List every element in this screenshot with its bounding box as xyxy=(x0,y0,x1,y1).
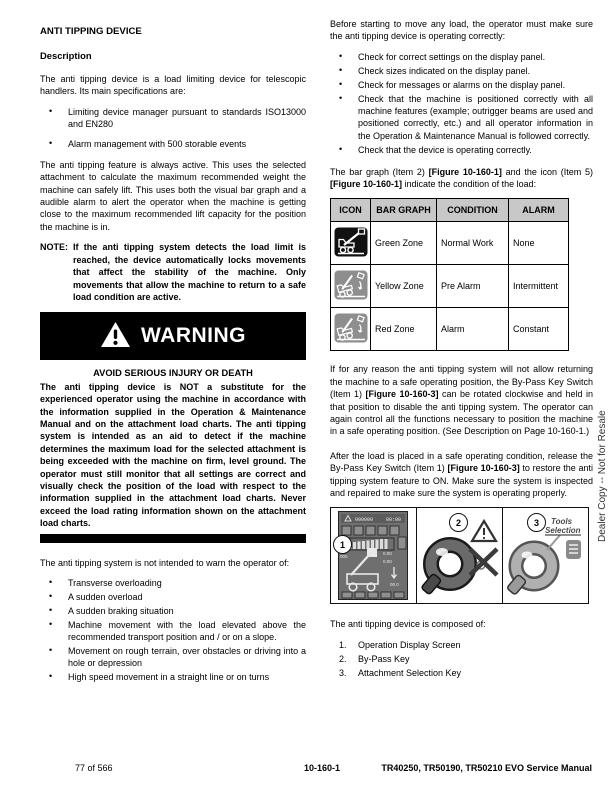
list-item: • A sudden overload xyxy=(40,591,306,603)
figure-panel-display xyxy=(330,507,417,604)
manual-title: TR40250, TR50190, TR50210 EVO Service Manual xyxy=(381,763,592,773)
warning-banner-label: WARNING xyxy=(141,324,246,348)
list-item: • Machine movement with the load elevated above the recommended transport position and / or on a slope. xyxy=(40,619,306,644)
table-header-row xyxy=(331,198,569,221)
svg-text:000000: 000000 xyxy=(355,517,374,524)
not-intended-bullet-list xyxy=(40,577,306,684)
table-cell: Constant xyxy=(509,308,569,351)
left-column xyxy=(40,18,306,685)
alarm-condition-table xyxy=(330,198,569,351)
note-block xyxy=(40,241,306,303)
warning-triangle-icon xyxy=(100,321,131,351)
list-item xyxy=(330,667,593,679)
list-item: • Check that the device is operating correctly. xyxy=(330,144,593,156)
note-text: If the anti tipping system detects the load limit is reached, the device automatically locks movements that affect the stability of the machine. Only movements that allow the machine to return to a safe load condition are active. xyxy=(73,242,306,302)
warning-box xyxy=(40,312,306,542)
list-item-label: By-Pass Key xyxy=(358,653,410,664)
table-cell: Alarm xyxy=(437,308,509,351)
section-code: 10-160-1 xyxy=(303,763,341,773)
list-item-label: Attachment Selection Key xyxy=(358,667,462,678)
bar-graph-paragraph: The bar graph (Item 2) [Figure 10-160-1] and the icon (Item 5) [Figure 10-160-1] indicate the condition of the load: xyxy=(330,167,593,190)
table-row xyxy=(331,308,569,351)
figure-10-160-3 xyxy=(330,507,589,604)
table-cell: Pre Alarm xyxy=(437,265,509,308)
intro-paragraph: The anti tipping device is a load limiting device for telescopic handlers. Its main specifications are: xyxy=(40,73,306,97)
section-heading-description: Description xyxy=(40,50,92,62)
column-header: ALARM xyxy=(509,198,569,221)
list-item: • Limiting device manager pursuant to standards ISO13000 and EN280 xyxy=(40,106,306,131)
svg-text:Selection: Selection xyxy=(545,526,581,536)
after-load-paragraph: After the load is placed in a safe operating condition, release the By-Pass Key Switch (Item 1) [Figure 10-160-3] to restore the anti tipping system feature to ON. Make sure the system is inspected and repaired to make sure the system is operating properly. xyxy=(330,450,593,498)
table-row xyxy=(331,222,569,265)
svg-text:00.0: 00.0 xyxy=(390,582,399,588)
list-item: • Alarm management with 500 storable events xyxy=(40,138,306,150)
list-item: • Check sizes indicated on the display panel. xyxy=(330,65,593,77)
list-item: • Check for messages or alarms on the display panel. xyxy=(330,79,593,91)
table-cell: Green Zone xyxy=(371,222,437,265)
warning-heading: AVOID SERIOUS INJURY OR DEATH xyxy=(93,368,253,379)
composed-numbered-list xyxy=(330,639,593,679)
warning-banner xyxy=(40,312,306,360)
list-item xyxy=(330,653,593,665)
table-cell: Yellow Zone xyxy=(371,265,437,308)
note-label: NOTE: xyxy=(40,242,68,253)
table-cell: None xyxy=(509,222,569,265)
list-item xyxy=(330,639,593,651)
list-item-label: Operation Display Screen xyxy=(358,639,461,650)
svg-text:000: 000 xyxy=(340,554,348,560)
list-item: • High speed movement in a straight line or on turns xyxy=(40,671,306,683)
page-title: ANTI TIPPING DEVICE xyxy=(40,26,142,37)
list-item: • A sudden braking situation xyxy=(40,605,306,617)
table-cell: Intermittent xyxy=(509,265,569,308)
spec-bullet-list xyxy=(40,106,306,151)
column-header: ICON xyxy=(331,198,371,221)
list-item-number: 3. xyxy=(339,667,347,678)
warning-body: The anti tipping device is NOT a substitute for the experienced operator using the machine in accordance with the information supplied in the Operation & Maintenance Manual and on the attachment load charts. The anti tipping system is intended as an aid to detect if the machine determines the maximum load for the selected attachment is being exceeded with the machine on firm, level ground. The operator must still monitor that all settings are correct and visually check the position of the load with respect to the information supplied in the attachment load charts. Never exceed the load rating information shown on the attachment load charts. xyxy=(40,381,306,529)
composed-intro-paragraph: The anti tipping device is composed of: xyxy=(330,619,486,630)
table-row xyxy=(331,265,569,308)
figure-panel-attachment-key xyxy=(502,507,589,604)
feature-paragraph: The anti tipping feature is always active. This uses the selected attachment to calculate the maximum recommended weight the machine can safely lift. This uses both the visual bar graph and a audible alarm to alert the operator when the machine is getting close to the maximum recommended lift capacity for the position the machine is in. xyxy=(40,159,306,232)
item-number-badge: 3 xyxy=(527,513,546,532)
right-column xyxy=(330,18,593,680)
list-item: • Check that the machine is positioned correctly with all machine features (example; outrigger beams are used and positioned correctly, etc.) and all operator information in the Operation & Maintenance Manual is followed correctly. xyxy=(330,93,593,143)
list-item: • Transverse overloading xyxy=(40,577,306,589)
table-cell: Red Zone xyxy=(371,308,437,351)
dealer-copy-watermark: Dealer Copy -- Not for Resale xyxy=(597,410,608,542)
item-number-badge: 2 xyxy=(449,513,468,532)
not-intended-paragraph: The anti tipping system is not intended to warn the operator of: xyxy=(40,557,290,568)
check-bullet-list xyxy=(330,51,593,156)
svg-text:0.00: 0.00 xyxy=(383,551,392,557)
bypass-paragraph: If for any reason the anti tipping system will not allow returning the machine to a safe operating position, the By-Pass Key Switch (Item 1) [Figure 10-160-3] can be rotated clockwise and held in that position to disable the anti tipping system. The operator can again control all the functions necessary to position the machine in a safe operating position. (See Description on Page 10-160-1.) xyxy=(330,364,593,437)
list-item-number: 1. xyxy=(339,639,347,650)
table-cell: Normal Work xyxy=(437,222,509,265)
warning-bottom-bar xyxy=(40,534,306,543)
svg-text:00:00: 00:00 xyxy=(386,517,402,524)
svg-text:0.00: 0.00 xyxy=(383,559,392,565)
list-item: • Movement on rough terrain, over obstacles or driving into a hole or depression xyxy=(40,645,306,670)
column-header: BAR GRAPH xyxy=(371,198,437,221)
tipping-machine-icon xyxy=(331,308,371,351)
stable-machine-icon xyxy=(331,222,371,265)
list-item: • Check for correct settings on the display panel. xyxy=(330,51,593,63)
svg-text:Tools: Tools xyxy=(551,517,573,527)
figure-panel-bypass-key xyxy=(416,507,503,604)
tipping-machine-icon xyxy=(331,265,371,308)
item-number-badge: 1 xyxy=(333,535,352,554)
before-load-paragraph: Before starting to move any load, the operator must make sure the anti tipping device is operating correctly: xyxy=(330,19,593,42)
column-header: CONDITION xyxy=(437,198,509,221)
page-number: 77 of 566 xyxy=(75,763,113,773)
list-item-number: 2. xyxy=(339,653,347,664)
